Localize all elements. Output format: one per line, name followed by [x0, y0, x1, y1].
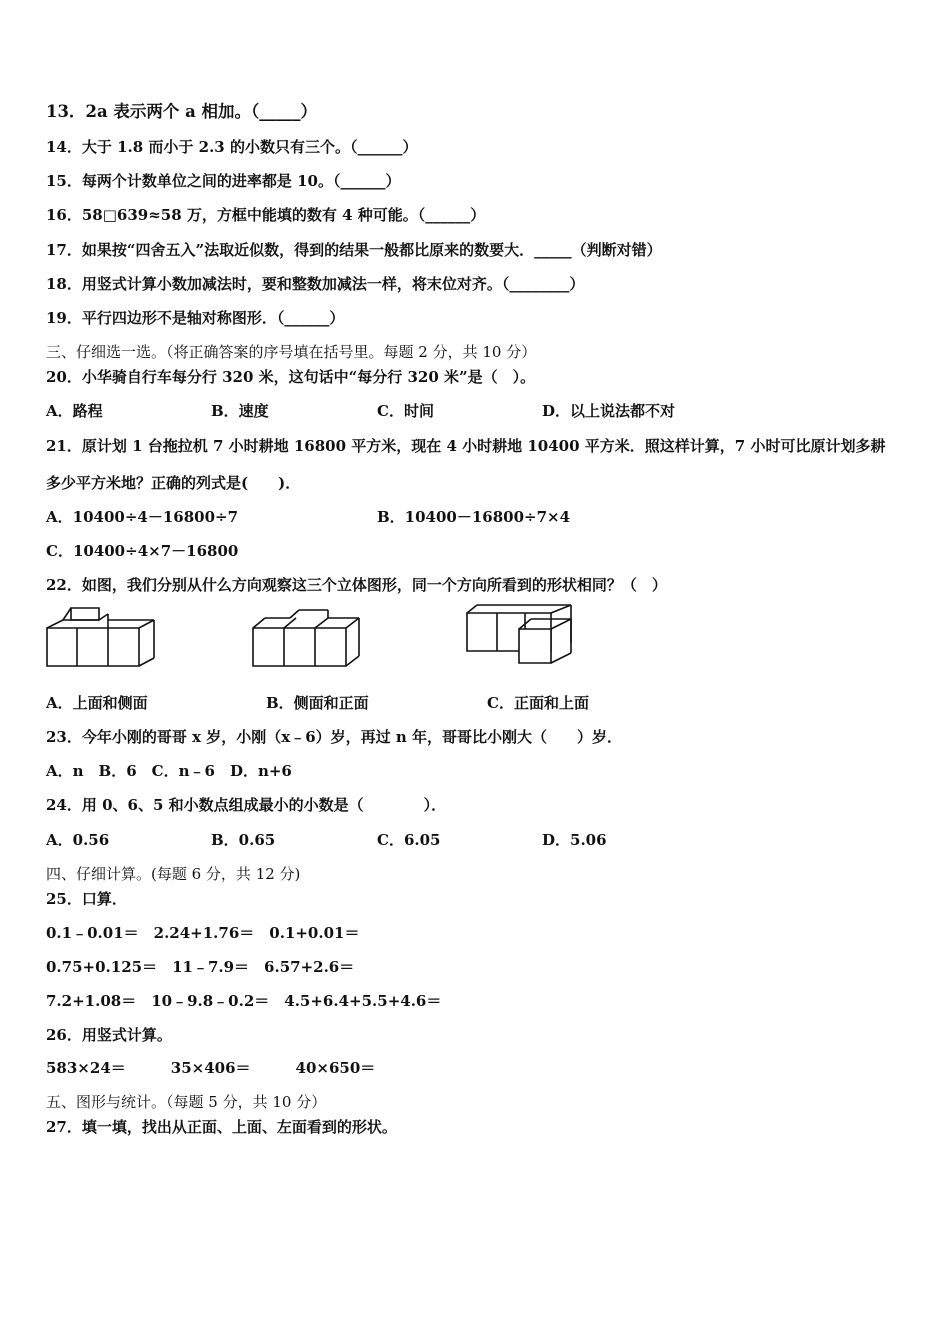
- question-27: 27．填一填，找出从正面、上面、左面看到的形状。: [46, 1118, 397, 1136]
- section-5-heading: 五、图形与统计。（每题 5 分，共 10 分）: [46, 1093, 327, 1111]
- question-22: 22．如图，我们分别从什么方向观察这三个立体图形，同一个方向所看到的形状相同？（ ）: [46, 576, 667, 594]
- question-15: 15．每两个计数单位之间的进率都是 10。（______）: [46, 172, 401, 190]
- q21-option-c: C．10400÷4×7－16800: [46, 542, 239, 560]
- question-13: 13．2a 表示两个 a 相加。（_____）: [46, 102, 318, 121]
- q21-option-b: B．10400－16800÷7×4: [377, 508, 571, 526]
- q20-option-b: B．速度: [211, 402, 269, 420]
- q20-option-a: A．路程: [46, 402, 103, 420]
- q20-option-c: C．时间: [377, 402, 434, 420]
- q25-row-2: 0.75+0.125＝ 11﹣7.9＝ 6.57+2.6＝: [46, 958, 355, 976]
- q22-option-c: C．正面和上面: [487, 694, 589, 712]
- q20-option-d: D．以上说法都不对: [542, 402, 676, 420]
- section-3-heading: 三、仔细选一选。（将正确答案的序号填在括号里。每题 2 分，共 10 分）: [46, 343, 537, 361]
- q25-row-1: 0.1﹣0.01＝ 2.24+1.76＝ 0.1+0.01＝: [46, 924, 360, 942]
- q24-option-c: C．6.05: [377, 831, 441, 849]
- q22-option-b: B．侧面和正面: [266, 694, 369, 712]
- question-21-line-1: 21．原计划 1 台拖拉机 7 小时耕地 16800 平方米，现在 4 小时耕地 10400 平方米．照这样计算，7 小时可比原计划多耕: [46, 437, 886, 455]
- question-17: 17．如果按“四舍五入”法取近似数，得到的结果一般都比原来的数要大．_____（判断对错）: [46, 241, 662, 259]
- question-21-line-2: 多少平方米地？正确的列式是( )．: [46, 474, 301, 492]
- q24-option-b: B．0.65: [211, 831, 276, 849]
- solid-figure-3: [463, 601, 578, 667]
- question-16: 16．58□639≈58 万，方框中能填的数有 4 种可能。（______）: [46, 206, 486, 224]
- question-24: 24．用 0、6、5 和小数点组成最小的小数是（ ）．: [46, 796, 447, 814]
- q24-option-a: A．0.56: [46, 831, 110, 849]
- question-19: 19．平行四边形不是轴对称图形．（______）: [46, 309, 345, 327]
- question-25: 25．口算．: [46, 890, 127, 908]
- q23-options: A．n B．6 C．n﹣6 D．n+6: [46, 762, 292, 780]
- solid-figure-2: [250, 606, 365, 670]
- q25-row-3: 7.2+1.08＝ 10﹣9.8﹣0.2＝ 4.5+6.4+5.5+4.6＝: [46, 992, 442, 1010]
- q21-option-a: A．10400÷4－16800÷7: [46, 508, 239, 526]
- question-20: 20．小华骑自行车每分行 320 米，这句话中“每分行 320 米”是（ ）。: [46, 368, 536, 386]
- question-26: 26．用竖式计算。: [46, 1026, 172, 1044]
- section-4-heading: 四、仔细计算。(每题 6 分，共 12 分): [46, 865, 301, 883]
- q26-row-1: 583×24＝ 35×406＝ 40×650＝: [46, 1059, 376, 1077]
- question-18: 18．用竖式计算小数加减法时，要和整数加减法一样，将末位对齐。（________）: [46, 275, 585, 293]
- q22-option-a: A．上面和侧面: [46, 694, 148, 712]
- question-23: 23．今年小刚的哥哥 x 岁，小刚（x﹣6）岁，再过 n 年，哥哥比小刚大（ ）岁．: [46, 728, 622, 746]
- solid-figure-1: [44, 606, 159, 670]
- q24-option-d: D．5.06: [542, 831, 607, 849]
- question-14: 14．大于 1.8 而小于 2.3 的小数只有三个。（______）: [46, 138, 418, 156]
